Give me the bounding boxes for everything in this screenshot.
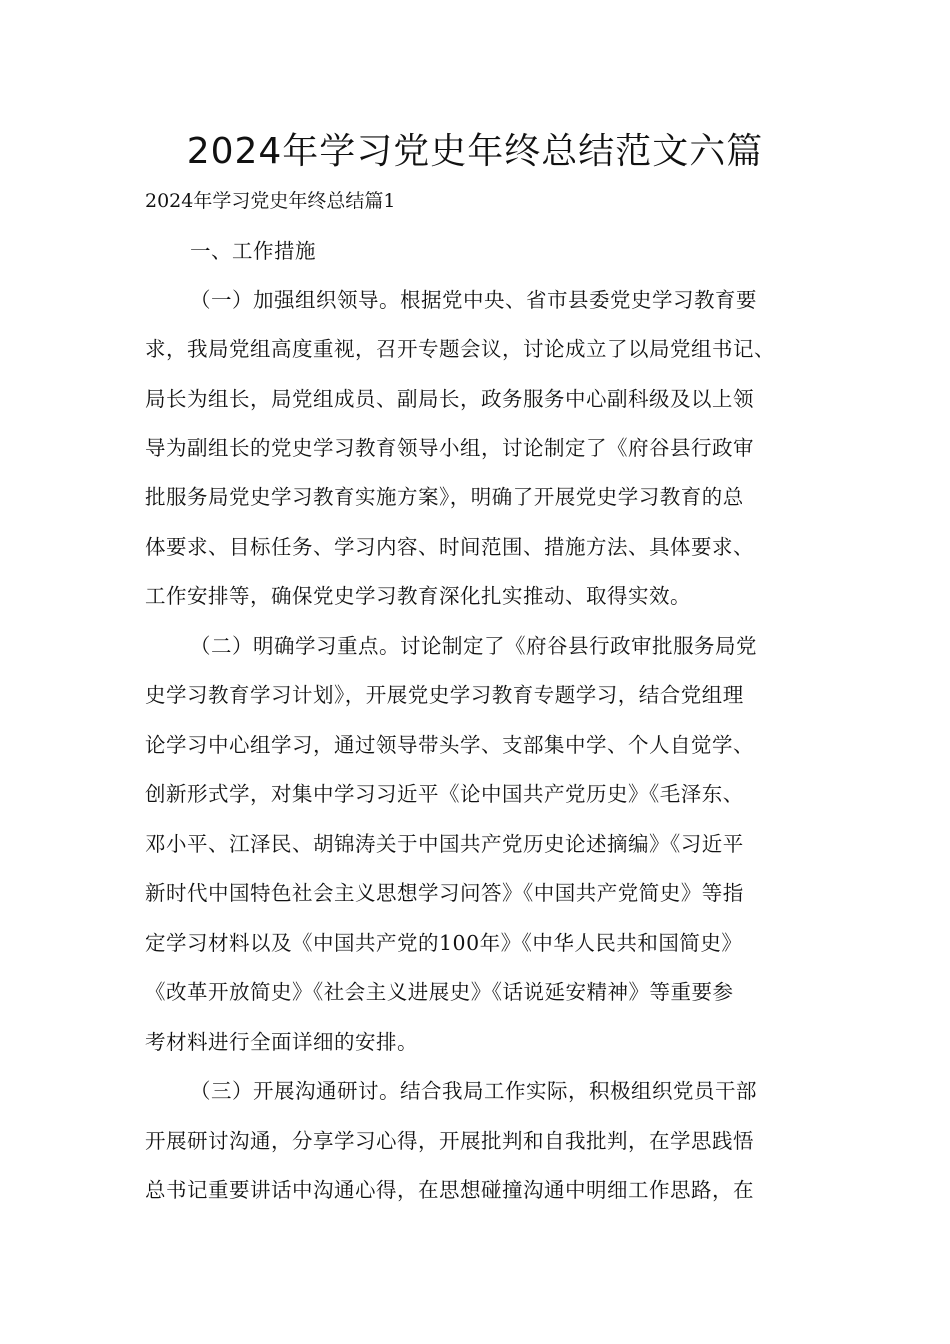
paragraph-line: 开展研讨沟通，分享学习心得，开展批判和自我批判，在学思践悟 (145, 1129, 754, 1153)
document-title: 2024年学习党史年终总结范文六篇 (186, 131, 764, 172)
section-subtitle: 2024年学习党史年终总结篇1 (145, 190, 396, 212)
paragraph-line: 论学习中心组学习，通过领导带头学、支部集中学、个人自觉学、 (145, 733, 754, 757)
paragraph-line: 《改革开放简史》《社会主义进展史》《话说延安精神》等重要参 (145, 980, 734, 1004)
paragraph-line: （一）加强组织领导。根据党中央、省市县委党史学习教育要 (190, 288, 757, 312)
paragraph-line: 史学习教育学习计划》，开展党史学习教育专题学习，结合党组理 (145, 683, 744, 707)
paragraph-line: 总书记重要讲话中沟通心得，在思想碰撞沟通中明细工作思路，在 (145, 1178, 754, 1202)
paragraph-line: （二）明确学习重点。讨论制定了《府谷县行政审批服务局党 (190, 634, 757, 658)
paragraph-line: 体要求、目标任务、学习内容、时间范围、措施方法、具体要求、 (145, 535, 754, 559)
paragraph-line: 求，我局党组高度重视，召开专题会议，讨论成立了以局党组书记、 (145, 337, 775, 361)
paragraph-line: 创新形式学，对集中学习习近平《论中国共产党历史》《毛泽东、 (145, 782, 744, 806)
paragraph-line: 新时代中国特色社会主义思想学习问答》《中国共产党简史》等指 (145, 881, 744, 905)
paragraph-line: 考材料进行全面详细的安排。 (145, 1030, 418, 1054)
paragraph-line: 工作安排等，确保党史学习教育深化扎实推动、取得实效。 (145, 584, 691, 608)
paragraph-line: 定学习材料以及《中国共产党的100年》《中华人民共和国简史》 (145, 931, 743, 955)
paragraph-line: 批服务局党史学习教育实施方案》，明确了开展党史学习教育的总 (145, 485, 744, 509)
paragraph-line: 局长为组长，局党组成员、副局长，政务服务中心副科级及以上领 (145, 387, 754, 411)
paragraph-line: 导为副组长的党史学习教育领导小组，讨论制定了《府谷县行政审 (145, 436, 754, 460)
paragraph-line: （三）开展沟通研讨。结合我局工作实际，积极组织党员干部 (190, 1079, 757, 1103)
heading-work-measures: 一、工作措施 (190, 239, 316, 263)
paragraph-line: 邓小平、江泽民、胡锦涛关于中国共产党历史论述摘编》《习近平 (145, 832, 744, 856)
